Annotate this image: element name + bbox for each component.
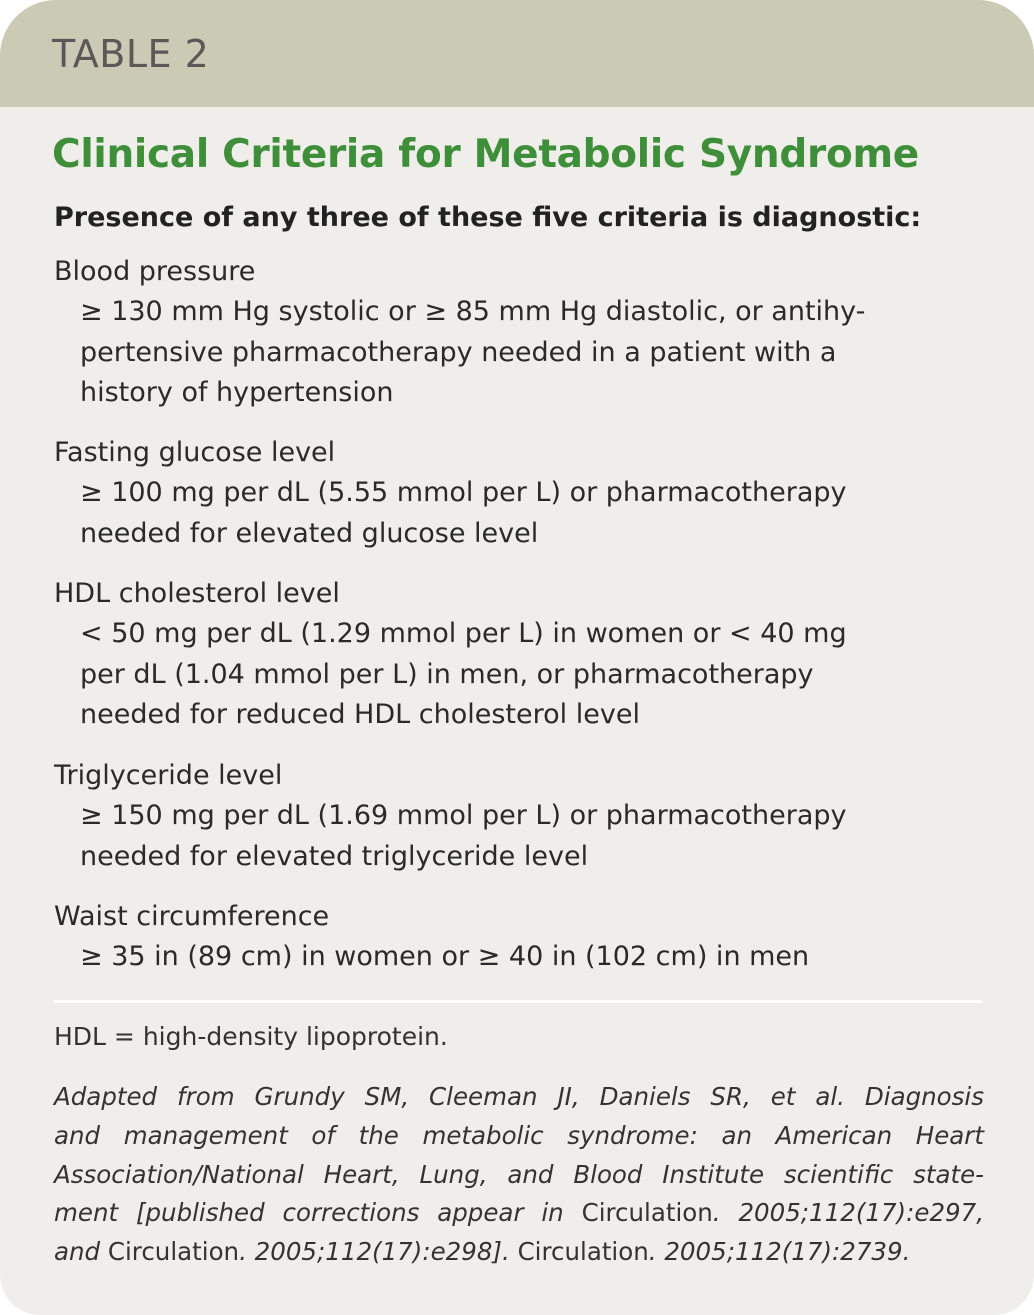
citation-text: . 2005;112(17):e297, [712, 1198, 984, 1228]
criterion-label: Blood pressure [54, 256, 256, 287]
criterion-text: needed for elevated glucose level [80, 517, 539, 549]
criterion-triglyceride [54, 756, 846, 877]
citation-line: Adapted from Grundy SM, Cleeman JI, Daniels SR, et al. Diagnosis [54, 1082, 984, 1111]
citation-line: Association/National Heart, Lung, and Blood Institute scientific state- [54, 1159, 984, 1189]
journal-name: Circulation [581, 1198, 713, 1228]
criterion-label: Triglyceride level [54, 760, 283, 791]
citation-text: . 2005;112(17):e298]. [239, 1237, 518, 1267]
criterion-hdl [54, 574, 847, 736]
criterion-blood-pressure [54, 252, 865, 414]
criterion-label: Fasting glucose level [54, 437, 336, 468]
citation-text: and [54, 1237, 108, 1267]
citation-line: and management of the metabolic syndrome: an American Heart [54, 1120, 984, 1150]
criterion-label: HDL cholesterol level [54, 578, 340, 609]
table-header [0, 0, 1034, 107]
criterion-text: ≥ 150 mg per dL (1.69 mmol per L) or pharmacotherapy [80, 800, 847, 831]
divider [54, 1000, 982, 1003]
criterion-waist [54, 897, 809, 978]
citation-text: . 2005;112(17):2739. [648, 1237, 911, 1267]
criterion-text: needed for reduced HDL cholesterol level [80, 699, 640, 730]
intro-text: Presence of any three of these five criteria is diagnostic: [54, 202, 922, 233]
journal-name: Circulation [517, 1237, 649, 1267]
criterion-fasting-glucose [54, 433, 846, 554]
criterion-text: per dL (1.04 mmol per L) in men, or pharmacotherapy [80, 658, 814, 690]
criterion-text: ≥ 35 in (89 cm) in women or ≥ 40 in (102 cm) in men [80, 941, 810, 972]
abbreviation-footnote: HDL = high-density lipoprotein. [54, 1022, 448, 1051]
criterion-text: ≥ 130 mm Hg systolic or ≥ 85 mm Hg diastolic, or antihy- [80, 296, 866, 327]
criterion-text: pertensive pharmacotherapy needed in a patient with a [80, 336, 837, 368]
criterion-text: history of hypertension [80, 377, 394, 408]
criterion-text: needed for elevated triglyceride level [80, 840, 589, 872]
journal-name: Circulation [107, 1237, 240, 1267]
criterion-text: ≥ 100 mg per dL (5.55 mmol per L) or pharmacotherapy [80, 477, 847, 508]
citation-line [54, 1194, 984, 1233]
criterion-label: Waist circumference [54, 901, 330, 932]
citation-line [54, 1233, 984, 1272]
table-title: Clinical Criteria for Metabolic Syndrome [52, 132, 919, 177]
citation [54, 1078, 984, 1272]
citation-text: ment [published corrections appear in [54, 1198, 582, 1228]
table-number: TABLE 2 [52, 32, 210, 76]
criterion-text: < 50 mg per dL (1.29 mmol per L) in women or < 40 mg [80, 618, 847, 649]
